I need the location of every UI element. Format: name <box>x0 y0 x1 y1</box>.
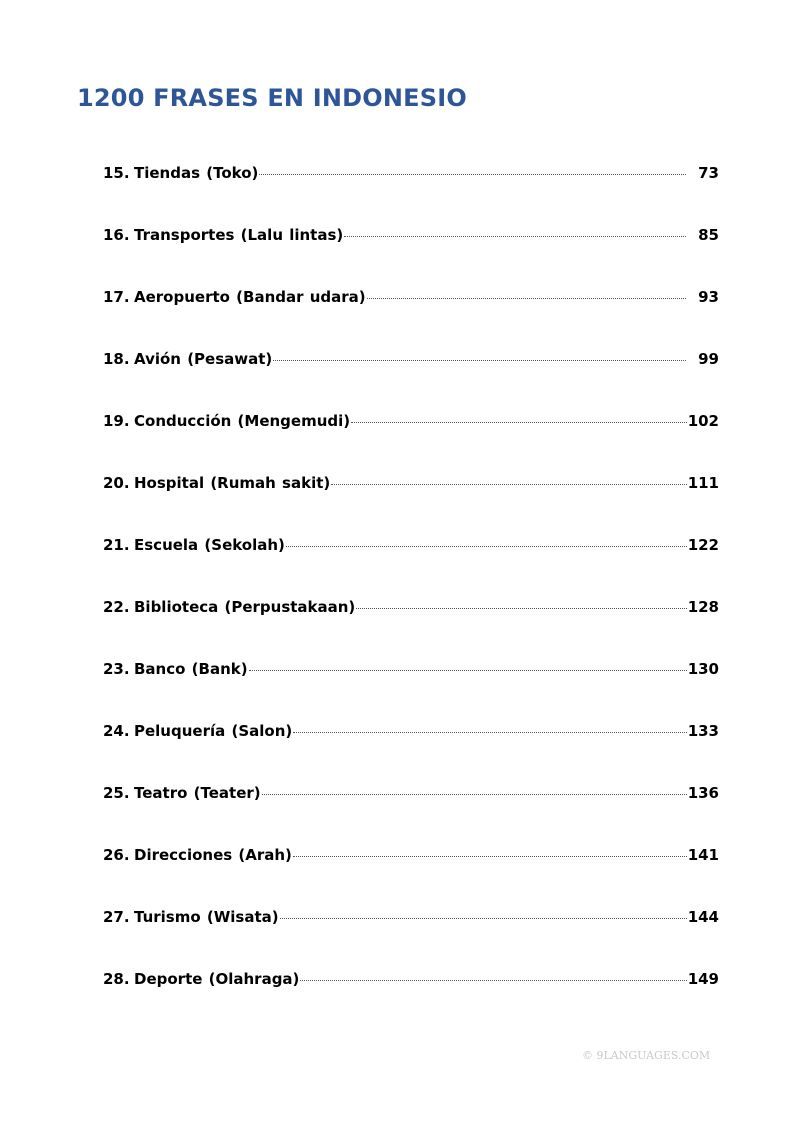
dot-leader <box>280 918 687 919</box>
toc-entry-page: 141 <box>687 846 719 864</box>
toc-entry[interactable] <box>103 284 719 346</box>
dot-leader <box>273 360 686 361</box>
toc-entry-number: 21. <box>103 536 130 554</box>
toc-entry-title: Direcciones (Arah) <box>134 846 292 864</box>
toc-entry[interactable] <box>103 160 719 222</box>
toc-entry-page: 136 <box>687 784 719 802</box>
toc-entry-title: Peluquería (Salon) <box>134 722 293 740</box>
toc-entry-title: Turismo (Wisata) <box>134 908 279 926</box>
toc-entry-number: 22. <box>103 598 130 616</box>
toc-entry-page: 102 <box>687 412 719 430</box>
toc-entry[interactable] <box>103 780 719 842</box>
dot-leader <box>259 174 686 175</box>
toc-entry-number: 15. <box>103 164 130 182</box>
toc-entry-page: 122 <box>687 536 719 554</box>
toc-entry-page: 85 <box>698 226 719 244</box>
toc-entry-number: 18. <box>103 350 130 368</box>
toc-entry-title: Hospital (Rumah sakit) <box>134 474 331 492</box>
dot-leader <box>293 856 687 857</box>
dot-leader <box>331 484 686 485</box>
toc-entry-title: Teatro (Teater) <box>134 784 261 802</box>
toc-entry[interactable] <box>103 408 719 470</box>
toc-entry-page: 149 <box>687 970 719 988</box>
toc-entry[interactable] <box>103 904 719 966</box>
dot-leader <box>367 298 686 299</box>
toc-entry-title: Deporte (Olahraga) <box>134 970 300 988</box>
toc-entry-page: 144 <box>687 908 719 926</box>
toc-entry-page: 93 <box>698 288 719 306</box>
toc-entry[interactable] <box>103 222 719 284</box>
dot-leader <box>286 546 687 547</box>
table-of-contents <box>103 160 719 1028</box>
toc-entry-page: 133 <box>687 722 719 740</box>
page-title: 1200 FRASES EN INDONESIO <box>77 84 467 112</box>
dot-leader <box>356 608 686 609</box>
dot-leader <box>262 794 687 795</box>
toc-entry-title: Conducción (Mengemudi) <box>134 412 351 430</box>
toc-entry-number: 26. <box>103 846 130 864</box>
toc-entry-page: 130 <box>687 660 719 678</box>
toc-entry-title: Transportes (Lalu lintas) <box>134 226 344 244</box>
dot-leader <box>293 732 686 733</box>
toc-entry-number: 17. <box>103 288 130 306</box>
toc-entry-title: Biblioteca (Perpustakaan) <box>134 598 356 616</box>
copyright-watermark: © 9LANGUAGES.COM <box>582 1049 711 1062</box>
toc-entry[interactable] <box>103 346 719 408</box>
toc-entry-title: Tiendas (Toko) <box>134 164 259 182</box>
toc-entry-title: Banco (Bank) <box>134 660 248 678</box>
toc-entry-number: 27. <box>103 908 130 926</box>
toc-entry[interactable] <box>103 656 719 718</box>
toc-entry-title: Aeropuerto (Bandar udara) <box>134 288 366 306</box>
toc-entry-number: 23. <box>103 660 130 678</box>
toc-entry-number: 25. <box>103 784 130 802</box>
toc-entry[interactable] <box>103 966 719 1028</box>
toc-entry[interactable] <box>103 470 719 532</box>
toc-entry-page: 111 <box>687 474 719 492</box>
toc-entry[interactable] <box>103 718 719 780</box>
dot-leader <box>351 422 687 423</box>
toc-entry-number: 20. <box>103 474 130 492</box>
dot-leader <box>344 236 686 237</box>
toc-entry[interactable] <box>103 842 719 904</box>
toc-entry-page: 73 <box>698 164 719 182</box>
toc-entry-number: 16. <box>103 226 130 244</box>
toc-entry[interactable] <box>103 532 719 594</box>
toc-entry-number: 24. <box>103 722 130 740</box>
toc-entry-number: 19. <box>103 412 130 430</box>
toc-entry-title: Escuela (Sekolah) <box>134 536 285 554</box>
toc-entry[interactable] <box>103 594 719 656</box>
toc-entry-title: Avión (Pesawat) <box>134 350 273 368</box>
toc-entry-page: 99 <box>698 350 719 368</box>
dot-leader <box>300 980 686 981</box>
dot-leader <box>249 670 687 671</box>
toc-entry-page: 128 <box>687 598 719 616</box>
toc-entry-number: 28. <box>103 970 130 988</box>
